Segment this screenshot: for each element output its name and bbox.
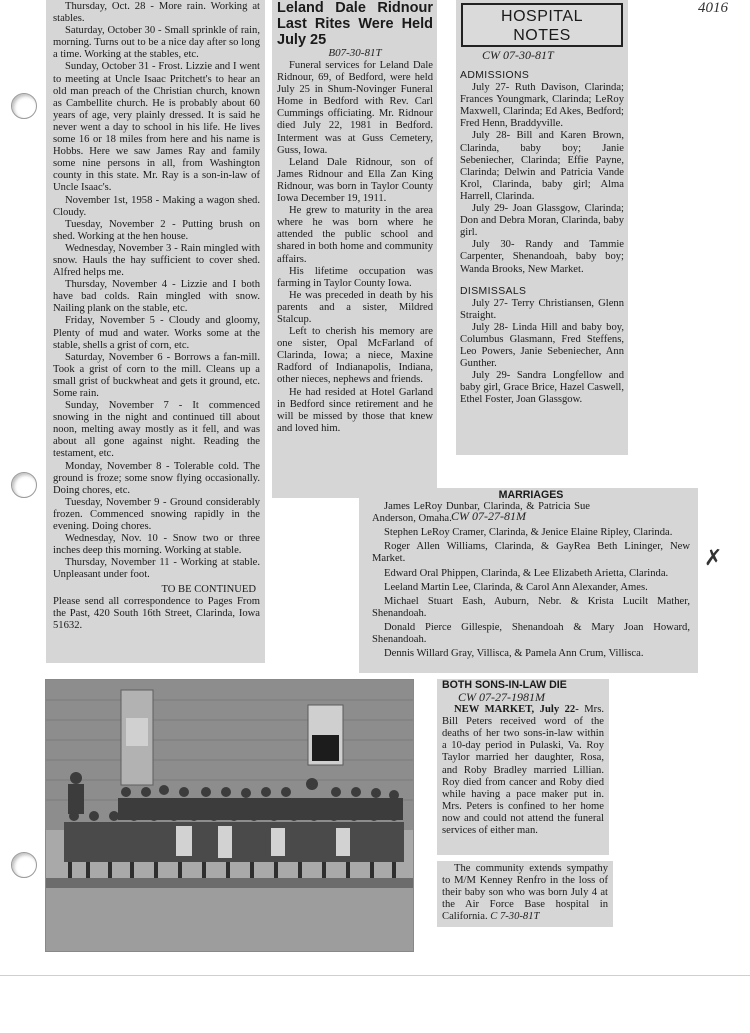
marriage-entry: James LeRoy Dunbar, Clarinda, & Patricia Sue Anderson, Omaha. xyxy=(372,501,590,525)
obituary-paragraph: He grew to maturity in the area where he was born where he attended the public school and shared in both home and community affairs. xyxy=(277,205,433,265)
dismissal-entry: July 27- Terry Christiansen, Glenn Straight. xyxy=(460,297,624,321)
sons-in-law-body: Mrs. Bill Peters received word of the deaths of her two sons-in-law within a 10-day period in Pulaski, Va. Roy Taylor married her daughter, Rosa, and Roby Bradley married Lillian. Roy died from cancer and Roby died while having a pace maker put in. Mrs. Peters is confined to her home now and could not attend the funeral services of either man. xyxy=(442,704,604,837)
marriage-entry: Edward Oral Phippen, Clarinda, & Lee Elizabeth Arietta, Clarinda. xyxy=(384,567,669,579)
handwritten-date: CW 07-27-1981M xyxy=(458,690,545,705)
dateline: NEW MARKET, July 22- xyxy=(454,704,579,716)
admission-entry: July 27- Ruth Davison, Clarinda; Frances Youngmark, Clarinda; LeRoy Maxwell, Clarinda; Ed Akes, Bedford; Fred Henn, Braddyville. xyxy=(460,82,624,130)
dismissals-label: DISMISSALS xyxy=(460,285,527,297)
dismissal-entry: July 29- Sandra Longfellow and baby girl, Grace Brice, Hazel Caswell, Ethel Foster, Joan Glassgow. xyxy=(460,370,624,406)
margin-x-mark-icon: ✗ xyxy=(704,545,723,570)
diary-entry: Wednesday, Nov. 10 - Snow two or three inches deep this morning. Working at stable. xyxy=(53,533,260,557)
diary-entry: Friday, November 5 - Cloudy and gloomy, Plenty of mud and water. Works some at the stable, shells a grist of corn, etc. xyxy=(53,315,260,351)
school-class-photo-icon xyxy=(46,680,414,952)
diary-entry: Thursday, November 11 - Working at stable. Unpleasant under foot. xyxy=(53,557,260,581)
dismissal-entry: July 28- Linda Hill and baby boy, Columbus Glasmann, Fred Steffens, Leo Powers, Janie Sebeniecher, Ann Gunther. xyxy=(460,321,624,370)
marriage-entry: Stephen LeRoy Cramer, Clarinda, & Jenice Elaine Ripley, Clarinda. xyxy=(384,527,673,539)
obituary-paragraph: He had resided at Hotel Garland in Bedford since retirement and he will be missed by those that knew and loved him. xyxy=(277,386,433,434)
marriage-entry: Roger Allen Williams, Clarinda, & GayRea Beth Lininger, New Market. xyxy=(372,541,690,565)
page-number: 4016 xyxy=(698,0,728,16)
diary-entry: Sunday, October 31 - Frost. Lizzie and I went to meeting at Uncle Isaac Pritchett's to hear an old man preach of the Christian church, known as Cambellite church. He is probably about 60 years of age, very plainly dressed. It is said he never went a day to school in his life. He lives some 16 or 18 miles from here and his name is Hobbs. Here we saw James Ray and family some nine persons in all, from Washington county in this state. Mr. Ray is a son-in-law of Uncle Isaac's. xyxy=(53,61,260,194)
handwritten-date: CW 07-27-81M xyxy=(451,509,526,523)
diary-entry: Tuesday, November 9 - Ground considerably frozen. Commenced snowing rapidly in the evening. Doing chores. xyxy=(53,496,260,533)
page-edge-divider xyxy=(0,975,750,976)
diary-entries xyxy=(53,1,260,582)
sons-in-law-story xyxy=(442,704,604,837)
sympathy-body: The community extends sympathy to M/M Kenney Renfro in the loss of their baby son who was born July 4 at the Air Force Base hospital in California. xyxy=(442,863,608,923)
marriage-entry: Michael Stuart Eash, Auburn, Nebr. & Krista Lucilt Mather, Shenandoah. xyxy=(372,595,690,619)
diary-entry: Saturday, November 6 - Borrows a fan-mill. Took a grist of corn to the mill. Cleans up a small grist of buckwheat and gets it ground, etc. Some rain. xyxy=(53,351,260,399)
obituary-paragraph: Leland Dale Ridnour, son of James Ridnour and Ella Zan King Ridnour, was born in Taylor County Iowa December 19, 1911. xyxy=(277,156,433,205)
binder-hole-icon xyxy=(11,852,37,878)
obituary-paragraph: Funeral services for Leland Dale Ridnour, 69, of Bedford, were held July 25 in Shum-Novinger Funeral Home in Bedford with Rev. Carl Cummings officiating. Mr. Ridnour died July 22, 1981 in Bedford. Interment was at Guss Cemetery, Guss, Iowa. xyxy=(277,60,433,156)
hospital-notes-clipping xyxy=(456,0,628,455)
marriages-title: MARRIAGES xyxy=(498,489,564,501)
sympathy-note xyxy=(442,863,608,923)
diary-clipping xyxy=(46,0,265,663)
diary-entry: Tuesday, November 2 - Putting brush on shed. Working at the hen house. xyxy=(53,218,260,242)
obituary-paragraph: He was preceded in death by his parents and a sister, Mildred Stalcup. xyxy=(277,289,433,325)
marriages-clipping xyxy=(359,488,698,673)
obituary-paragraph: His lifetime occupation was farming in Taylor County Iowa. xyxy=(277,265,433,289)
binder-hole-icon xyxy=(11,93,37,119)
continued-label: TO BE CONTINUED xyxy=(161,583,256,595)
sons-in-law-headline: BOTH SONS-IN-LAW DIE xyxy=(442,679,567,691)
sympathy-clipping xyxy=(437,861,613,927)
correspondence-footer: Please send all correspondence to Pages From the Past, 420 South 16th Street, Clarinda, Iowa 51632. xyxy=(53,595,260,631)
sons-in-law-clipping xyxy=(437,679,609,855)
marriage-entry: Dennis Willard Gray, Villisca, & Pamela Ann Crum, Villisca. xyxy=(384,648,644,660)
hospital-notes-title xyxy=(461,3,623,47)
class-photograph xyxy=(45,679,414,952)
handwritten-date: B07-30-81T xyxy=(328,47,382,59)
binder-hole-icon xyxy=(11,472,37,498)
obituary-paragraph: Left to cherish his memory are one sister, Opal McFarland of Clarinda, Iowa; a niece, Maxine Radford of Indianapolis, Indiana, other nieces, nephews and friends. xyxy=(277,326,433,386)
hospital-title-line: HOSPITAL xyxy=(501,8,583,25)
admission-entry: July 28- Bill and Karen Brown, Clarinda, baby boy; Janie Sebeniecher, Clarinda; Effie Payne, Clarinda; Delwin and Patricia Vande Krol, Clarinda, baby girl; Alma Harrell, Clarinda. xyxy=(460,130,624,202)
diary-entry: Thursday, Oct. 28 - More rain. Working at stables. xyxy=(53,1,260,25)
obituary-clipping xyxy=(272,0,437,498)
diary-entry: Sunday, November 7 - It commenced snowing in the night and continued till about noon, melting away mostly as it fell, and was about all gone against night. Reading the testament, etc. xyxy=(53,400,260,460)
marriage-entry: Leeland Martin Lee, Clarinda, & Carol Ann Alexander, Ames. xyxy=(384,581,648,593)
diary-entry: Thursday, November 4 - Lizzie and I both have bad colds. Rain mingled with snow. Nailing plank on the stable, etc. xyxy=(53,279,260,315)
obituary-headline: Leland Dale Ridnour Last Rites Were Held July 25 xyxy=(277,0,433,48)
handwritten-date: C 7-30-81T xyxy=(490,911,540,923)
handwritten-date: CW 07-30-81T xyxy=(482,48,554,62)
admissions-label: ADMISSIONS xyxy=(460,70,530,81)
marriage-entry: Donald Pierce Gillespie, Shenandoah & Mary Joan Howard, Shenandoah. xyxy=(372,621,690,646)
admission-entry: July 29- Joan Glassgow, Clarinda; Don and Debra Moran, Clarinda, baby girl. xyxy=(460,203,624,239)
diary-entry: Saturday, October 30 - Small sprinkle of rain, morning. Turns out to be a nice day after so long a time. Working at the stables, etc. xyxy=(53,25,260,61)
hospital-title-line: NOTES xyxy=(513,27,571,44)
diary-entry: November 1st, 1958 - Making a wagon shed. Cloudy. xyxy=(53,194,260,218)
diary-entry: Wednesday, November 3 - Rain mingled with snow. Hauls the hay sufficient to cover shed. Alfred helps me. xyxy=(53,242,260,279)
admission-entry: July 30- Randy and Tammie Carpenter, Shenandoah, baby boy; Wanda Brooks, New Market. xyxy=(460,239,624,275)
diary-entry: Monday, November 8 - Tolerable cold. The ground is froze; some snow flying occasionally. Doing chores, etc. xyxy=(53,460,260,496)
